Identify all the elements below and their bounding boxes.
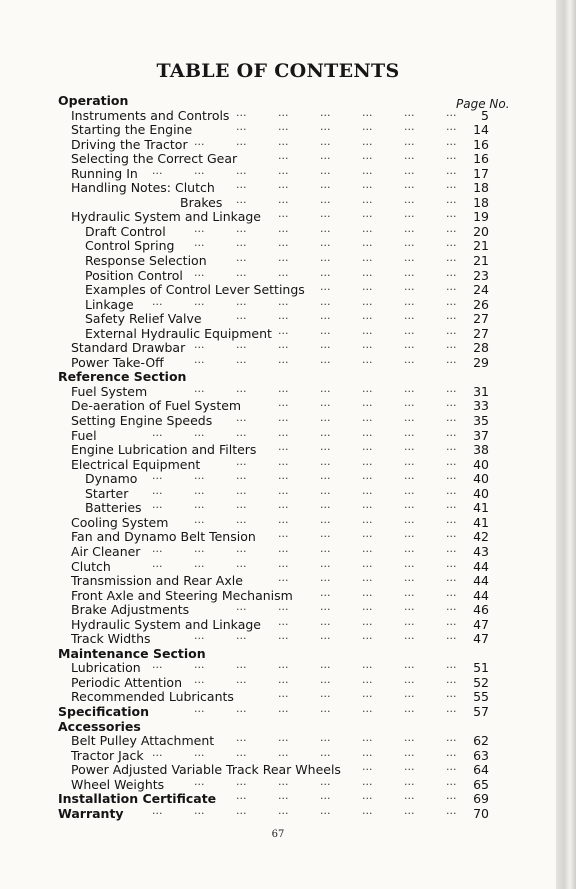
toc-entry-label: Cooling System bbox=[71, 514, 169, 530]
toc-entry-label: Air Cleaner bbox=[71, 543, 141, 559]
toc-entry: Running In ... ... ... ... ... ... ... ... 17 bbox=[71, 163, 489, 181]
toc-entry: Hydraulic System and Linkage ... ... ... ... ... 19 bbox=[71, 207, 489, 225]
toc-page-number: 62 bbox=[473, 733, 489, 749]
toc-page-number: 55 bbox=[473, 689, 489, 705]
toc-entry-label: Reference Section bbox=[58, 369, 187, 385]
toc-entry-label: Clutch bbox=[71, 558, 111, 574]
toc-section-heading: Specification ... ... ... ... ... ... ... 57 bbox=[58, 701, 489, 719]
toc-entry-label: Starter bbox=[85, 485, 129, 501]
toc-entry: Setting Engine Speeds ... ... ... ... ... ... 35 bbox=[71, 411, 489, 429]
toc-entry-label: Wheel Weights bbox=[71, 776, 165, 792]
toc-page-number: 52 bbox=[473, 674, 489, 690]
toc-page-number: 38 bbox=[473, 442, 489, 458]
toc-page-number: 43 bbox=[473, 543, 489, 559]
toc-entry-label: Fan and Dynamo Belt Tension bbox=[71, 529, 256, 545]
toc-page-number: 5 bbox=[481, 107, 489, 123]
toc-entry-label: Electrical Equipment bbox=[71, 456, 201, 472]
toc-entry-label: Setting Engine Speeds bbox=[71, 413, 213, 429]
toc-entry-label: Selecting the Correct Gear bbox=[71, 151, 238, 167]
toc-entry: De-aeration of Fuel System ... ... ... ... ... 33 bbox=[71, 396, 489, 414]
toc-page-number: 18 bbox=[473, 180, 489, 196]
toc-entry-label: Handling Notes: Clutch bbox=[71, 180, 215, 196]
toc-page-number: 42 bbox=[473, 529, 489, 545]
toc-entry-label: External Hydraulic Equipment bbox=[85, 325, 272, 341]
toc-entry: External Hydraulic Equipment ... ... ... ... ... 27 bbox=[85, 323, 489, 341]
toc-page-number: 18 bbox=[473, 194, 489, 210]
toc-entry-label: Installation Certificate bbox=[58, 791, 217, 807]
toc-page-number: 24 bbox=[473, 282, 489, 298]
toc-entry: Power Adjusted Variable Track Rear Wheels ... ... ... 64 bbox=[71, 760, 489, 778]
toc-entry-label: Response Selection bbox=[85, 253, 207, 269]
toc-page-number: 21 bbox=[473, 253, 489, 269]
toc-entry-label: Track Widths bbox=[71, 631, 151, 647]
toc-entry-label: Front Axle and Steering Mechanism bbox=[71, 587, 293, 603]
toc-page-number: 40 bbox=[473, 471, 489, 487]
toc-entry: Brake Adjustments ... ... ... ... ... ... 46 bbox=[71, 600, 489, 618]
toc-entry: Wheel Weights ... ... ... ... ... ... ... 65 bbox=[71, 774, 489, 792]
toc-page-number: 21 bbox=[473, 238, 489, 254]
toc-entry-label: Transmission and Rear Axle bbox=[71, 573, 243, 589]
toc-entry-label: Periodic Attention bbox=[71, 674, 182, 690]
toc-page-number: 28 bbox=[473, 340, 489, 356]
toc-page-number: 44 bbox=[473, 587, 489, 603]
toc-entry-label: Linkage bbox=[85, 296, 134, 312]
toc-page-number: 16 bbox=[473, 136, 489, 152]
toc-entry: Electrical Equipment ... ... ... ... ... ... 40 bbox=[71, 454, 489, 472]
toc-entry: Safety Relief Valve ... ... ... ... ... ... 27 bbox=[85, 309, 489, 327]
toc-section-heading: Warranty ... ... ... ... ... ... ... ... 70 bbox=[58, 803, 489, 821]
toc-page-number: 69 bbox=[473, 791, 489, 807]
toc-entry: Starter ... ... ... ... ... ... ... ... 40 bbox=[85, 483, 489, 501]
toc-entry: Dynamo ... ... ... ... ... ... ... ... 40 bbox=[85, 469, 489, 487]
toc-page-number: 27 bbox=[473, 325, 489, 341]
toc-entry-label: Starting the Engine bbox=[71, 122, 193, 138]
toc-entry: Engine Lubrication and Filters ... ... ... ... ... 38 bbox=[71, 440, 489, 458]
toc-entry: Clutch ... ... ... ... ... ... ... ... 44 bbox=[71, 556, 489, 574]
toc-entry-label: Lubrication bbox=[71, 660, 141, 676]
page-number: 67 bbox=[271, 829, 285, 840]
toc-entry-label: Recommended Lubricants bbox=[71, 689, 234, 705]
toc-entry: Examples of Control Lever Settings ... ... ... ... 24 bbox=[85, 280, 489, 298]
toc-entry-label: Standard Drawbar bbox=[71, 340, 186, 356]
toc-entry-label: Maintenance Section bbox=[58, 645, 206, 661]
toc-page-number: 47 bbox=[473, 616, 489, 632]
toc-page-number: 46 bbox=[473, 602, 489, 618]
toc-page-number: 27 bbox=[473, 311, 489, 327]
toc-page-number: 57 bbox=[473, 703, 489, 719]
toc-entry: Handling Notes: Clutch ... ... ... ... ... ... 18 bbox=[71, 178, 489, 196]
toc-entry: Position Control ... ... ... ... ... ... ... 23 bbox=[85, 265, 489, 283]
toc-entry-label: Belt Pulley Attachment bbox=[71, 733, 215, 749]
toc-entry-label: De-aeration of Fuel System bbox=[71, 398, 242, 414]
toc-entry: Belt Pulley Attachment ... ... ... ... ... ... 62 bbox=[71, 731, 489, 749]
toc-entry: Batteries ... ... ... ... ... ... ... ... 41 bbox=[85, 498, 489, 516]
toc-entry-label: Accessories bbox=[58, 718, 141, 734]
toc-entry: Power Take-Off ... ... ... ... ... ... ... 29 bbox=[71, 352, 489, 370]
page-title: TABLE OF CONTENTS bbox=[156, 60, 400, 82]
toc-page-number: 64 bbox=[473, 762, 489, 778]
toc-entry-label: Brakes bbox=[180, 194, 223, 210]
toc-entry-label: Position Control bbox=[85, 267, 183, 283]
toc-entry: Front Axle and Steering Mechanism ... ... ... ... 44 bbox=[71, 585, 489, 603]
toc-entry-label: Driving the Tractor bbox=[71, 136, 188, 152]
toc-entry: Lubrication ... ... ... ... ... ... ... ... 51 bbox=[71, 658, 489, 676]
toc-entry: Draft Control ... ... ... ... ... ... ... 20 bbox=[85, 221, 489, 239]
toc-entry: Track Widths ... ... ... ... ... ... ... 47 bbox=[71, 629, 489, 647]
toc-page-number: 37 bbox=[473, 427, 489, 443]
toc-entry-label: Engine Lubrication and Filters bbox=[71, 442, 257, 458]
toc-entry: Hydraulic System and Linkage ... ... ... ... ... 47 bbox=[71, 614, 489, 632]
toc-page-number: 29 bbox=[473, 354, 489, 370]
toc-entry-label: Operation bbox=[58, 93, 129, 108]
toc-entry-label: Power Adjusted Variable Track Rear Wheels bbox=[71, 762, 341, 778]
toc-page-number: 16 bbox=[473, 151, 489, 167]
toc-entry: Selecting the Correct Gear ... ... ... ... ... 16 bbox=[71, 149, 489, 167]
toc-entry: Linkage ... ... ... ... ... ... ... ... 26 bbox=[85, 294, 489, 312]
toc-entry: Recommended Lubricants ... ... ... ... ... 55 bbox=[71, 687, 489, 705]
toc-entry: Instruments and Controls ... ... ... ... ... ... 5 bbox=[71, 105, 489, 123]
toc-entry: Control Spring ... ... ... ... ... ... ... 21 bbox=[85, 236, 489, 254]
toc-page-number: 44 bbox=[473, 573, 489, 589]
toc-entry-label: Draft Control bbox=[85, 223, 166, 239]
toc-entry: Tractor Jack ... ... ... ... ... ... ... ... 63 bbox=[71, 745, 489, 763]
toc-page-number: 26 bbox=[473, 296, 489, 312]
page-no-column-header: Page No. bbox=[456, 97, 510, 111]
toc-page-number: 23 bbox=[473, 267, 489, 283]
toc-entry-label: Tractor Jack bbox=[71, 747, 144, 763]
toc-page-number: 65 bbox=[473, 776, 489, 792]
toc-page-number: 51 bbox=[473, 660, 489, 676]
toc-page-number: 40 bbox=[473, 485, 489, 501]
toc-entry-label: Power Take-Off bbox=[71, 354, 164, 370]
toc-entry-label: Specification bbox=[58, 703, 149, 719]
toc-entry-label: Safety Relief Valve bbox=[85, 311, 202, 327]
toc-entry-label: Running In bbox=[71, 165, 138, 181]
toc-entry-label: Examples of Control Lever Settings bbox=[85, 282, 305, 298]
toc-page-number: 44 bbox=[473, 558, 489, 574]
toc-page-number: 20 bbox=[473, 223, 489, 239]
toc-page-number: 70 bbox=[473, 805, 489, 821]
toc-entry-label: Fuel System bbox=[71, 383, 148, 399]
toc-page-number: 17 bbox=[473, 165, 489, 181]
toc-page-number: 41 bbox=[473, 500, 489, 516]
toc-entry: Standard Drawbar ... ... ... ... ... ... ... 28 bbox=[71, 338, 489, 356]
book-spine-edge bbox=[556, 0, 576, 889]
table-of-contents bbox=[0, 94, 556, 821]
toc-page-number: 47 bbox=[473, 631, 489, 647]
toc-entry-label: Dynamo bbox=[85, 471, 138, 487]
toc-page-number: 31 bbox=[473, 383, 489, 399]
toc-entry-label: Hydraulic System and Linkage bbox=[71, 209, 261, 225]
toc-entry: Brakes ... ... ... ... ... ... 18 bbox=[180, 192, 489, 210]
toc-entry: Fuel ... ... ... ... ... ... ... ... 37 bbox=[71, 425, 489, 443]
toc-entry-label: Hydraulic System and Linkage bbox=[71, 616, 261, 632]
toc-page-number: 63 bbox=[473, 747, 489, 763]
toc-entry: Response Selection ... ... ... ... ... ... 21 bbox=[85, 251, 489, 269]
toc-entry-label: Batteries bbox=[85, 500, 142, 516]
toc-page-number: 33 bbox=[473, 398, 489, 414]
toc-entry-label: Control Spring bbox=[85, 238, 175, 254]
toc-entry: Periodic Attention ... ... ... ... ... ... ... 52 bbox=[71, 672, 489, 690]
toc-entry: Driving the Tractor ... ... ... ... ... ... ... 16 bbox=[71, 134, 489, 152]
toc-entry: Starting the Engine ... ... ... ... ... ... 14 bbox=[71, 120, 489, 138]
toc-page-number: 40 bbox=[473, 456, 489, 472]
toc-entry-label: Brake Adjustments bbox=[71, 602, 190, 618]
toc-entry: Air Cleaner ... ... ... ... ... ... ... ... 43 bbox=[71, 541, 489, 559]
toc-page-number: 35 bbox=[473, 413, 489, 429]
toc-entry: Cooling System ... ... ... ... ... ... ... 41 bbox=[71, 512, 489, 530]
toc-page-number: 14 bbox=[473, 122, 489, 138]
toc-entry: Fan and Dynamo Belt Tension ... ... ... ... ... 42 bbox=[71, 527, 489, 545]
toc-entry-label: Instruments and Controls bbox=[71, 107, 230, 123]
toc-page-number: 41 bbox=[473, 514, 489, 530]
toc-entry-label: Fuel bbox=[71, 427, 97, 443]
toc-entry: Fuel System ... ... ... ... ... ... ... 31 bbox=[71, 381, 489, 399]
toc-entry: Transmission and Rear Axle ... ... ... ... ... 44 bbox=[71, 571, 489, 589]
toc-page-number: 19 bbox=[473, 209, 489, 225]
toc-entry-label: Warranty bbox=[58, 805, 124, 821]
toc-section-heading: Installation Certificate ... ... ... ... ... ... 69 bbox=[58, 789, 489, 807]
